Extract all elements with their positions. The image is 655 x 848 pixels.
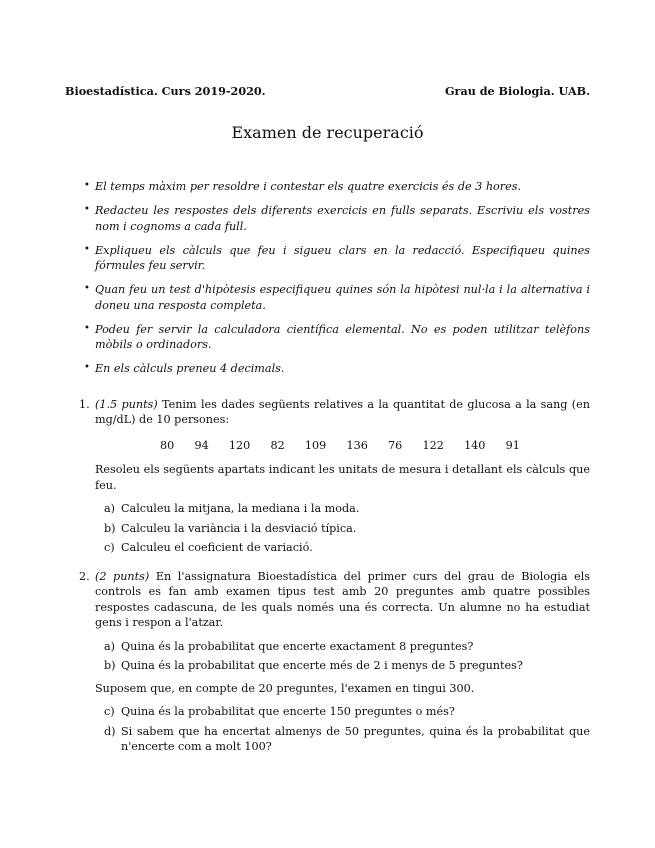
value-cell: 136 <box>346 438 368 452</box>
instruction-item: • Podeu fer servir la calculadora científica elemental. No es poden utilitzar telèfons mòbils o ordinadors. <box>84 322 590 351</box>
page-header <box>65 84 590 99</box>
exercise-parts <box>95 501 590 555</box>
value-cell: 94 <box>194 438 209 452</box>
exercise-1 <box>65 397 590 563</box>
degree-label: Grau de Biologia. UAB. <box>445 84 590 98</box>
instruction-item: • Expliqueu els càlculs que feu i sigueu clars en la redacció. Especifiqueu quines fórmules feu servir. <box>84 243 590 272</box>
bullet-icon: • <box>84 204 90 216</box>
instruction-item: • Quan feu un test d'hipòtesis especifiqueu quines són la hipòtesi nul·la i la alternativa i doneu una resposta completa. <box>84 283 590 312</box>
instruction-item: • En els càlculs preneu 4 decimals. <box>84 362 285 376</box>
exercise-part: b) Calculeu la variància i la desviació típica. <box>104 521 357 535</box>
bullet-icon: • <box>84 283 90 295</box>
glucose-values <box>160 438 520 453</box>
bullet-icon: • <box>84 322 90 334</box>
exercise-points: (1.5 punts) <box>95 398 158 411</box>
exercise-parts <box>95 704 590 754</box>
exercise-points: (2 punts) <box>95 570 150 583</box>
exercise-part: c) Calculeu el coeficient de variació. <box>104 541 313 555</box>
bullet-icon: • <box>84 180 90 191</box>
exercise-part: c) Quina és la probabilitat que encerte 150 preguntes o més? <box>104 705 455 719</box>
value-cell: 140 <box>464 438 486 452</box>
instruction-item: • Redacteu les respostes dels diferents exercicis en fulls separats. Escriviu els vostres nom i cognoms a cada full. <box>84 204 590 233</box>
value-cell: 109 <box>304 438 327 452</box>
value-cell: 122 <box>422 438 444 452</box>
exercise-middle-text: Suposem que, en compte de 20 preguntes, l'examen en tingui 300. <box>95 681 475 695</box>
exercise-number: 2. <box>79 570 90 583</box>
exercise-part: a) Calculeu la mitjana, la mediana i la moda. <box>104 502 360 516</box>
value-cell: 120 <box>228 438 251 452</box>
exam-title: Examen de recuperació <box>231 123 424 142</box>
exercise-instruction: Resoleu els següents apartats indicant les unitats de mesura i detallant els càlculs que feu. <box>95 463 590 492</box>
exercise-number: 1. <box>79 398 90 411</box>
exercise-statement: (1.5 punts) Tenim les dades següents relatives a la quantitat de glucosa a la sang (en mg/dL) de 10 persones: <box>95 398 590 427</box>
bullet-icon: • <box>84 362 90 374</box>
exercise-part: a) Quina és la probabilitat que encerte exactament 8 preguntes? <box>104 639 474 653</box>
bullet-icon: • <box>84 243 90 255</box>
instructions-list <box>84 179 590 385</box>
exercise-statement: (2 punts) En l'assignatura Bioestadística del primer curs del grau de Biologia els controls es fan amb examen tipus test amb 20 preguntes amb quatre possibles respostes cadascuna, de les quals només una és correcta. Un alumne no ha estudiat gens i respon a l'atzar. <box>95 570 591 630</box>
exercise-parts <box>95 639 590 674</box>
instruction-item: • El temps màxim per resoldre i contestar els quatre exercicis és de 3 hores. <box>84 180 522 193</box>
value-cell: 80 <box>160 438 175 452</box>
course-label: Bioestadística. Curs 2019-2020. <box>65 84 266 98</box>
value-cell: 76 <box>388 438 403 452</box>
exercise-2 <box>65 569 590 762</box>
exercise-part: b) Quina és la probabilitat que encerte més de 2 i menys de 5 preguntes? <box>104 659 523 673</box>
exercise-part: d) Si sabem que ha encertat almenys de 50 preguntes, quina és la probabilitat que n'encerte com a molt 100? <box>104 724 590 754</box>
value-cell: 91 <box>505 438 520 452</box>
value-cell: 82 <box>270 438 285 452</box>
